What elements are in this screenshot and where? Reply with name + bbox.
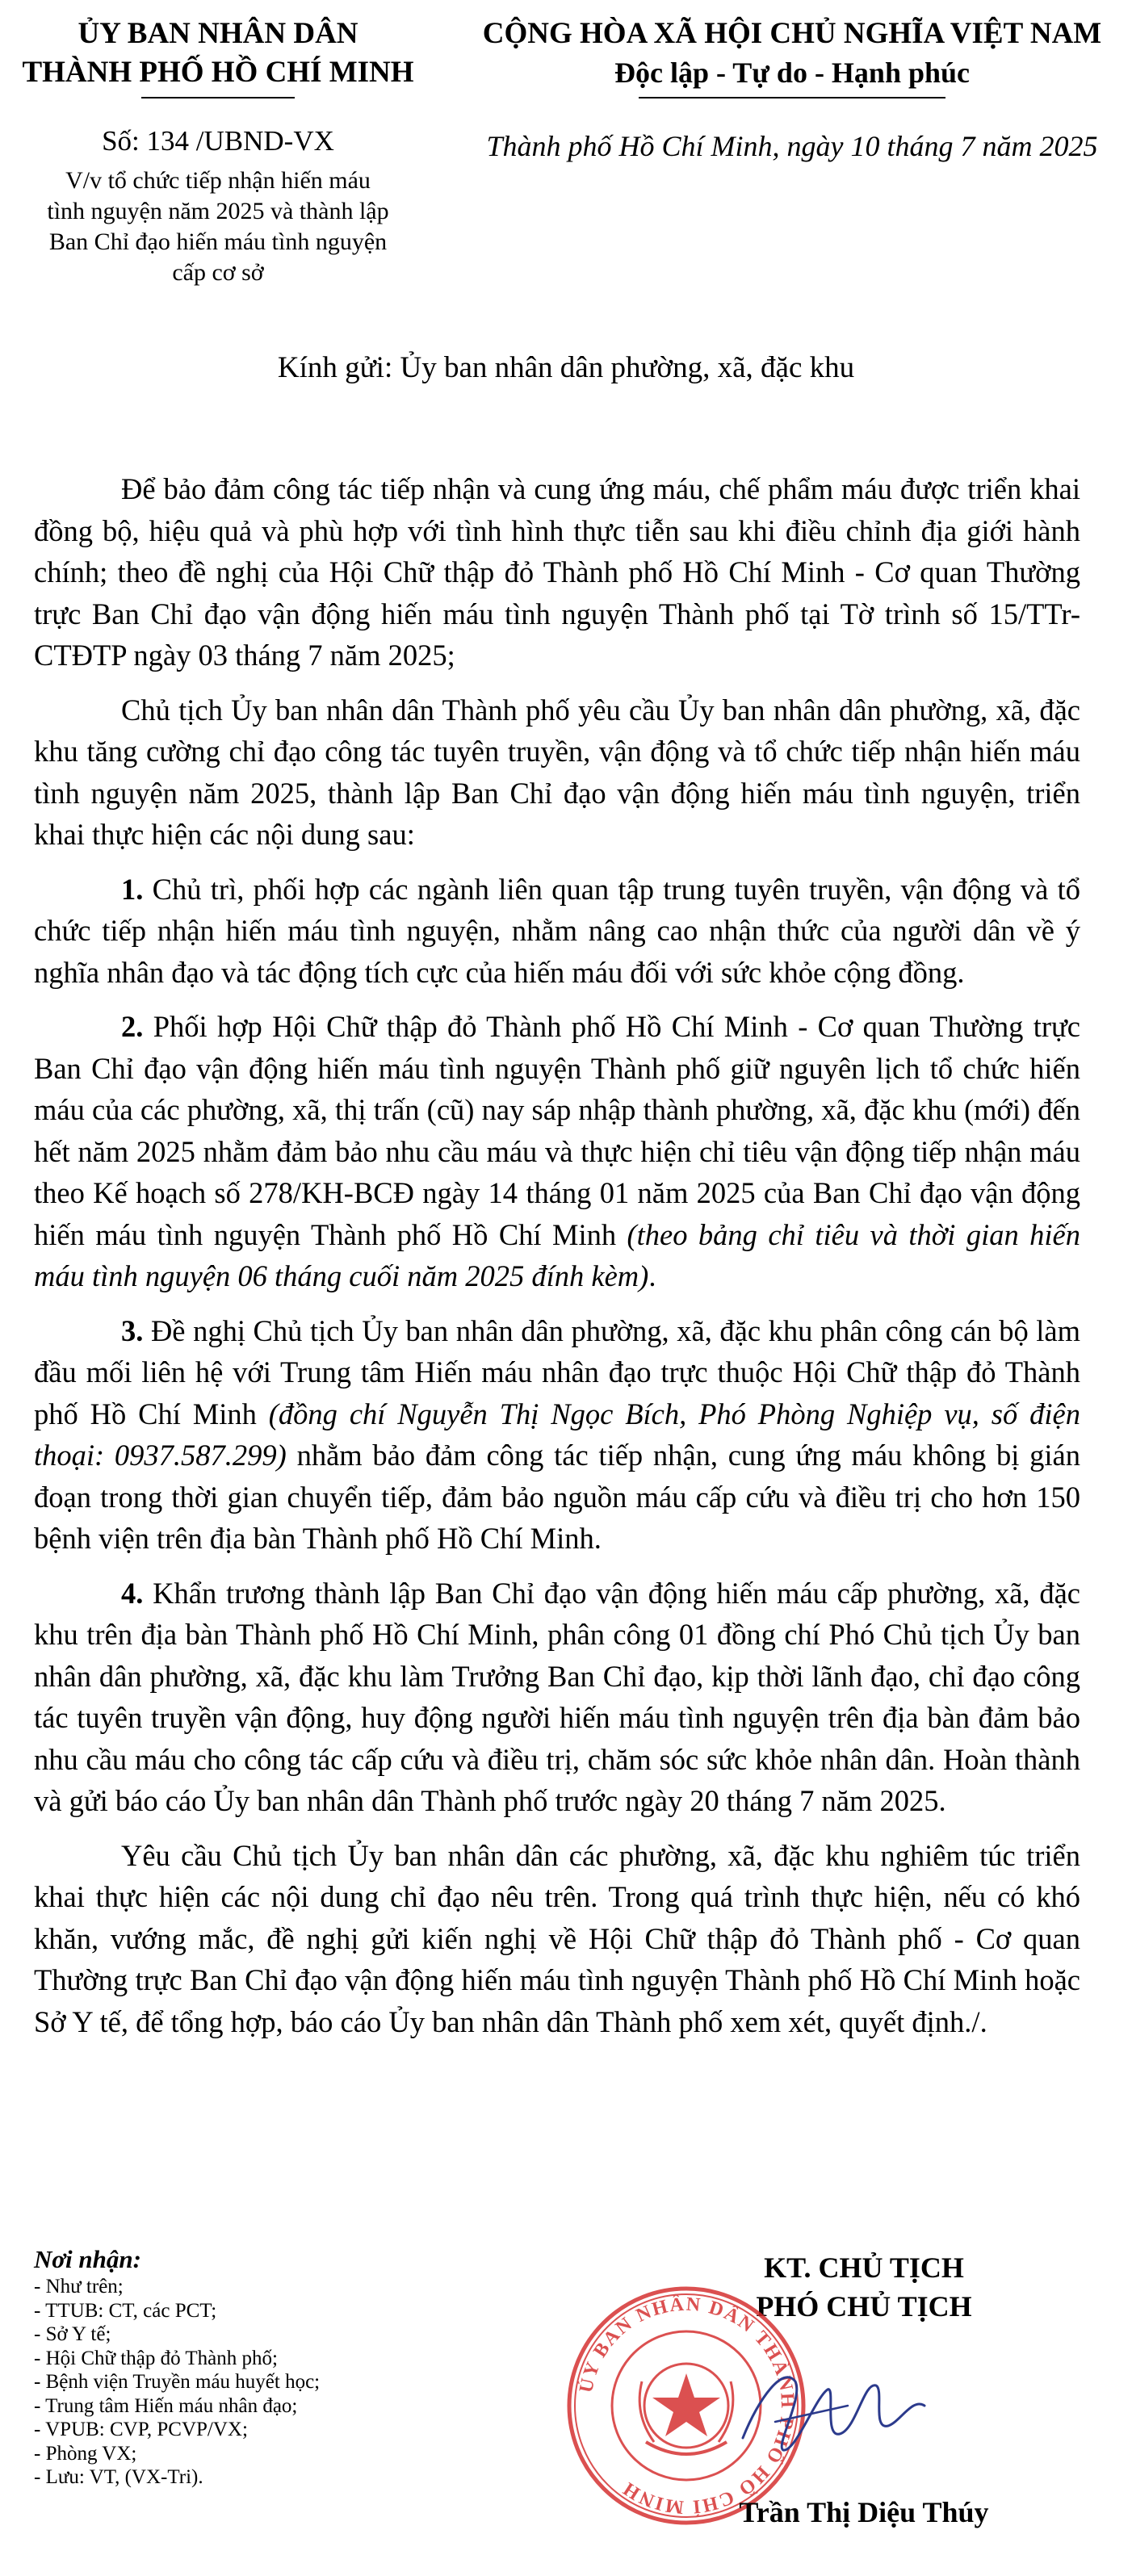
- recipient-item: - TTUB: CT, các PCT;: [34, 2299, 217, 2322]
- subject-line: tình nguyện năm 2025 và thành lập: [47, 198, 389, 224]
- recipients-list: [34, 2244, 535, 2490]
- recipient-item: - Sở Y tế;: [34, 2323, 111, 2345]
- recipient-item: - Phòng VX;: [34, 2442, 137, 2465]
- item-text: Phối hợp Hội Chữ thập đỏ Thành phố Hồ Chí Minh - Cơ quan Thường trực Ban Chỉ đạo vận động hiến máu tình nguyện Thành phố giữ nguyên lịch tổ chức hiến máu của các phường, xã, thị trấn (cũ) nay sáp nhập thành phường, xã, đặc khu (mới) đến hết năm 2025 nhằm đảm bảo nhu cầu máu và thực hiện chỉ tiêu vận động tiếp nhận máu theo Kế hoạch số 278/KH-BCĐ ngày 14 tháng 01 năm 2025 của Ban Chỉ đạo vận động hiến máu tình nguyện Thành phố Hồ Chí Minh: [34, 1010, 1080, 1251]
- signer-name: Trần Thị Diệu Thúy: [739, 2496, 989, 2528]
- item-2: [34, 1006, 1080, 1297]
- item-number: 2.: [121, 1010, 144, 1043]
- signer-title-1: KT. CHỦ TỊCH: [764, 2251, 964, 2284]
- nation-header: [452, 15, 1132, 98]
- recipient-item: - VPUB: CVP, PCVP/VX;: [34, 2419, 248, 2440]
- item-4: [34, 1573, 1080, 1822]
- recipient-item: - Như trên;: [34, 2276, 124, 2297]
- item-text: Khẩn trương thành lập Ban Chỉ đạo vận động hiến máu cấp phường, xã, đặc khu trên địa bàn Thành phố Hồ Chí Minh, phân công 01 đồng chí Phó Chủ tịch Ủy ban nhân dân phường, xã, đặc khu làm Trưởng Ban Chỉ đạo, kịp thời lãnh đạo, chỉ đạo công tác tuyên truyền vận động, huy động người hiến máu tình nguyện trên địa bàn đảm bảo nhu cầu máu cho công tác cấp cứu và điều trị, chăm sóc sức khỏe nhân dân. Hoàn thành và gửi báo cáo Ủy ban nhân dân Thành phố trước ngày 20 tháng 7 năm 2025.: [34, 1576, 1080, 1817]
- item-text: Chủ trì, phối hợp các ngành liên quan tập trung tuyên truyền, vận động và tổ chức tiếp nhận hiến máu tình nguyện, nhằm nâng cao nhận thức của người dân về ý nghĩa nhân đạo và tác động tích cực của hiến máu đối với sức khỏe cộng đồng.: [34, 872, 1080, 989]
- paragraph-intro: Để bảo đảm công tác tiếp nhận và cung ứng máu, chế phẩm máu được triển khai đồng bộ, hiệu quả và phù hợp với tình hình thực tiễn sau khi điều chỉnh địa giới hành chính; theo đề nghị của Hội Chữ thập đỏ Thành phố Hồ Chí Minh - Cơ quan Thường trực Ban Chỉ đạo vận động hiến máu tình nguyện Thành phố tại Tờ trình số 15/TTr-CTĐTP ngày 03 tháng 7 năm 2025;: [34, 472, 1080, 672]
- nation-motto: Độc lập - Tự do - Hạnh phúc: [614, 57, 971, 89]
- paragraph-request: Chủ tịch Ủy ban nhân dân Thành phố yêu cầu Ủy ban nhân dân phường, xã, đặc khu tăng cường chỉ đạo công tác tuyên truyền, vận động và tổ chức tiếp nhận hiến máu tình nguyện năm 2025, thành lập Ban Chỉ đạo vận động hiến máu tình nguyện, triển khai thực hiện các nội dung sau:: [34, 693, 1080, 851]
- item-number: 3.: [121, 1313, 144, 1347]
- seal-text: ỦY BAN NHÂN DÂN THÀNH PHỐ HỒ CHÍ MINH: [575, 2293, 799, 2518]
- subject-line: cấp cơ sở: [172, 259, 264, 286]
- paragraph-closing: Yêu cầu Chủ tịch Ủy ban nhân dân các phường, xã, đặc khu nghiêm túc triển khai thực hiện các nội dung chỉ đạo nêu trên. Trong quá trình thực hiện, nếu có khó khăn, vướng mắc, đề nghị gửi kiến nghị về Hội Chữ thập đỏ Thành phố - Cơ quan Thường trực Ban Chỉ đạo vận động hiến máu tình nguyện Thành phố Hồ Chí Minh hoặc Sở Y tế, để tổng hợp, báo cáo Ủy ban nhân dân Thành phố xem xét, quyết định./.: [34, 1838, 1080, 2038]
- nation-line-1: CỘNG HÒA XÃ HỘI CHỦ NGHĨA VIỆT NAM: [482, 17, 1102, 50]
- recipient-item: - Hội Chữ thập đỏ Thành phố;: [34, 2347, 278, 2369]
- agency-line-1: ỦY BAN NHÂN DÂN: [78, 17, 358, 50]
- agency-header: [0, 15, 436, 98]
- date-place: Thành phố Hồ Chí Minh, ngày 10 tháng 7 năm 2025: [486, 130, 1098, 162]
- item-end: nhằm bảo đảm công tác tiếp nhận, cung ứng máu không bị gián đoạn trong thời gian chuyển tiếp, đảm bảo nguồn máu cấp cứu và điều trị cho hơn 150 bệnh viện trên địa bàn Thành phố Hồ Chí Minh.: [34, 1439, 1080, 1555]
- handwritten-signature-icon: [727, 2349, 937, 2470]
- recipient-item: - Bệnh viện Truyền máu huyết học;: [34, 2371, 321, 2393]
- recipient-item: - Trung tâm Hiến máu nhân đạo;: [34, 2394, 298, 2417]
- subject-line: V/v tổ chức tiếp nhận hiến máu: [65, 167, 371, 194]
- agency-line-2: THÀNH PHỐ HỒ CHÍ MINH: [22, 56, 414, 89]
- item-1: [34, 869, 1080, 994]
- item-note: (đồng chí Nguyễn Thị Ngọc Bích, Phó Phòng Nghiệp vụ, số điện thoại: 0937.587.299): [34, 1397, 1080, 1472]
- agency-underline: [141, 97, 295, 98]
- recipients-title: Nơi nhận:: [34, 2245, 141, 2273]
- recipient-line: Kính gửi: Ủy ban nhân dân phường, xã, đặc khu: [277, 351, 855, 384]
- item-3: [34, 1310, 1080, 1560]
- item-end: .: [648, 1259, 656, 1292]
- item-note: (theo bảng chỉ tiêu và thời gian hiến máu tình nguyện 06 tháng cuối năm 2025 đính kèm): [34, 1217, 1080, 1292]
- motto-underline: [639, 97, 945, 98]
- document-subject: [0, 165, 436, 288]
- item-number: 1.: [121, 872, 144, 906]
- document-body: [34, 468, 1080, 2055]
- document-number: Số: 134 /UBND-VX: [102, 125, 334, 157]
- item-number: 4.: [121, 1576, 144, 1610]
- recipient-item: - Lưu: VT, (VX-Tri).: [34, 2466, 203, 2488]
- signer-title-2: PHÓ CHỦ TỊCH: [756, 2290, 972, 2323]
- subject-line: Ban Chỉ đạo hiến máu tình nguyện: [48, 228, 388, 255]
- item-text: Đề nghị Chủ tịch Ủy ban nhân dân phường, xã, đặc khu phân công cán bộ làm đầu mối liên hệ với Trung tâm Hiến máu nhân đạo trực thuộc Hội Chữ thập đỏ Thành phố Hồ Chí Minh: [34, 1313, 1080, 1430]
